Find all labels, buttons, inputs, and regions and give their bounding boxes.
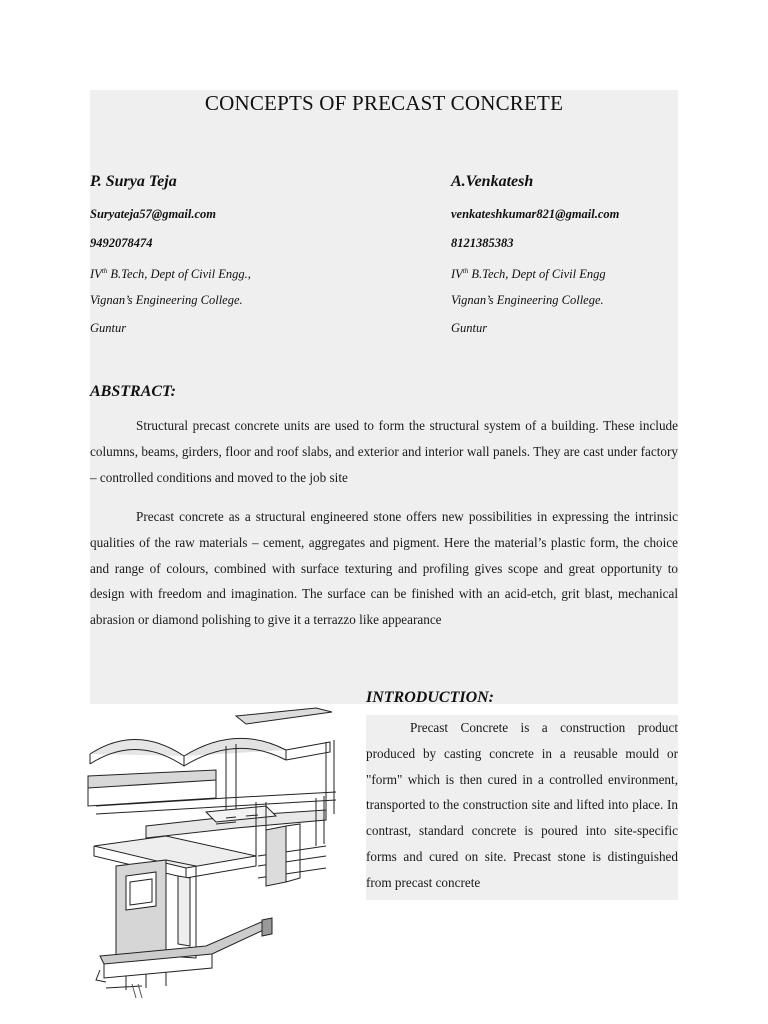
introduction-heading: INTRODUCTION: (366, 689, 494, 706)
author-affiliation: IVth B.Tech, Dept of Civil Engg., (90, 267, 251, 282)
abstract-heading: ABSTRACT: (90, 383, 176, 400)
author-city: Guntur (451, 321, 488, 335)
author-college: Vignan’s Engineering College. (90, 292, 243, 307)
author-city: Guntur (90, 321, 127, 335)
author-block-1 (90, 173, 251, 349)
author-email: Suryateja57@gmail.com (90, 207, 217, 221)
author-phone: 9492078474 (90, 235, 153, 250)
paper-title: CONCEPTS OF PRECAST CONCRETE (204, 91, 564, 115)
author-name: P. Surya Teja (90, 173, 177, 190)
author-college: Vignan’s Engineering College. (451, 292, 604, 307)
author-phone: 8121385383 (451, 235, 514, 250)
introduction-paragraph: Precast Concrete is a construction product produced by casting concrete in a reusable mould or "form" which is then cured in a controlled environment, transported to the construction site and lifted into place. In contrast, standard concrete is poured into site-specific forms and cured on site. Precast stone is distinguished from precast concrete (366, 715, 678, 900)
author-name: A.Venkatesh (451, 173, 534, 190)
abstract-paragraph-1: Structural precast concrete units are used to form the structural system of a building. These include columns, beams, girders, floor and roof slabs, and exterior and interior wall panels. They are cast under factory – controlled conditions and moved to the job site (90, 418, 678, 485)
author-affiliation: IVth B.Tech, Dept of Civil Engg (451, 267, 606, 282)
precast-structure-illustration (86, 706, 356, 998)
author-block-2 (451, 173, 619, 349)
abstract-paragraph-2: Precast concrete as a structural engineered stone offers new possibilities in expressing the intrinsic qualities of the raw materials – cement, aggregates and pigment. Here the material’s plastic form, the choice and range of colours, combined with surface texturing and profiling gives scope and great opportunity to design with freedom and imagination. The surface can be finished with an acid-etch, grit blast, mechanical abrasion or diamond polishing to give it a terrazzo like appearance (90, 509, 678, 628)
author-email: venkateshkumar821@gmail.com (451, 207, 620, 221)
